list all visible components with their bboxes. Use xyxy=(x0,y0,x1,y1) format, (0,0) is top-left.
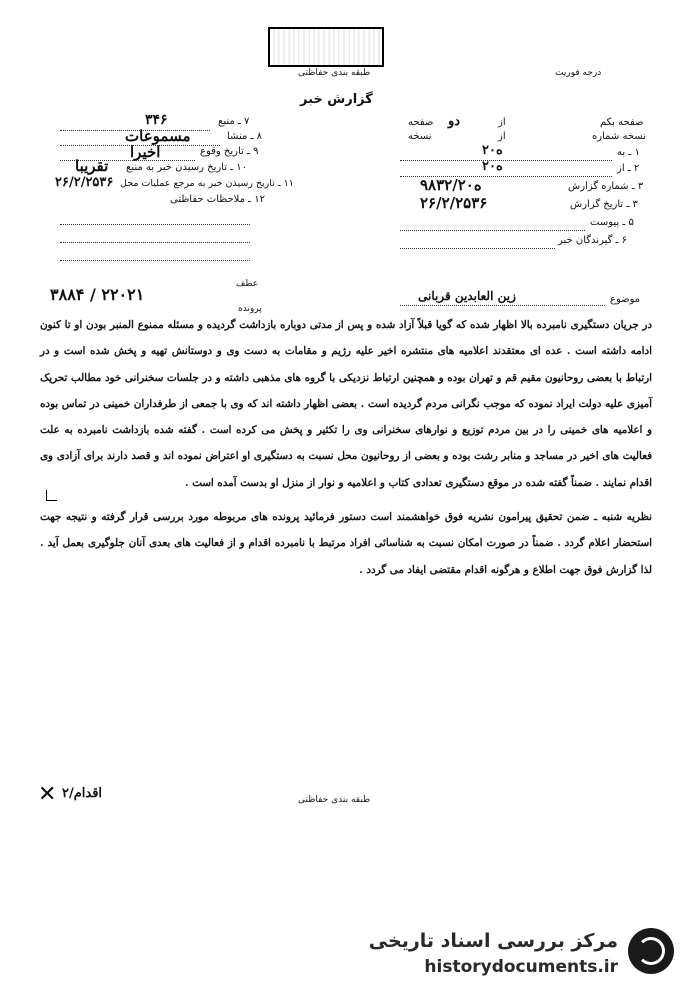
report-number-value: ۹۸۳۲/۲۰ه xyxy=(420,176,482,194)
attachment-label: ۵ ـ پیوست xyxy=(590,217,634,228)
report-date-label: ۳ ـ تاریخ گزارش xyxy=(570,199,638,210)
field-line xyxy=(60,242,250,243)
signature: اقدام/۲ xyxy=(62,786,103,801)
field-reach-ops-label: ۱۱ ـ تاریخ رسیدن خبر به مرجع عملیات محل xyxy=(120,178,294,189)
field-reach-source-label: ۱۰ ـ تاریخ رسیدن خبر به منبع xyxy=(126,162,248,173)
field-line xyxy=(400,305,605,306)
report-number-label: ۳ ـ شماره گزارش xyxy=(568,181,644,192)
report-body xyxy=(40,312,652,583)
sheet-total: صفحه xyxy=(408,117,434,128)
field-line xyxy=(60,260,250,261)
report-date-value: ۲۶/۲/۲۵۳۶ xyxy=(420,194,488,212)
report-type-title: گزارش خبر xyxy=(300,92,373,107)
field-occurrence-label: ۹ ـ تاریخ وقوع xyxy=(200,146,259,157)
sheet-of: از xyxy=(498,117,506,128)
field-source-label: ۷ ـ منبع xyxy=(218,116,250,127)
archive-logo-icon xyxy=(628,928,674,974)
watermark-site: historydocuments.ir xyxy=(424,957,618,977)
field-to-label: ۱ ـ به xyxy=(617,147,640,158)
body-paragraph: در جریان دستگیری نامبرده بالا اظهار شده که گویا قبلاً آزاد شده و پس از مدتی دوباره بازداشت گردیده و مسئله ممنوع المنبر بودن او تا کنون ادامه داشته است . عده ای معتقدند اعلامیه های منتشره اخیر علیه رژیم و مقامات به دست وی و دوستانش تهیه و پخش شده است و در ارتباط با بعضی روحانیون مقیم قم و تهران بوده و همچنین ارتباط نزدیکی با گروه های مذهبی داشته و در جلسات سخنرانی خود مطالب تحریک آمیزی علیه دولت ایراد نموده که موجب نگرانی مردم گردیده است . بعضی اظهار داشته اند که وی با جمعی از طرفداران خمینی در تماس بوده و اعلامیه های خمینی را در بین مردم توزیع و نوارهای سخنرانی وی را تکثیر و پخش می کرده است . گفته شده بازداشت نامبرده به علت فعالیت های اخیر در مساجد و منابر رشت بوده و بعضی از روحانیون محل نسبت به دستگیری او اعتراض نموده اند و قصد دارند برای آزادی وی اقدام نمایند . ضمناً گفته شده در موقع دستگیری تعدادی کتاب و اعلامیه و نوار از منزل او بدست آمده است . xyxy=(40,319,652,489)
sheet-label: صفحه بکم xyxy=(600,117,644,128)
classification-stamp xyxy=(268,27,384,67)
field-occurrence-value: اخیرا xyxy=(130,143,161,161)
footer-classification: طبقه بندی حفاظتی xyxy=(298,795,371,805)
field-reach-ops-value: ۲۶/۲/۲۵۳۶ xyxy=(55,175,114,190)
copy-total: نسخه xyxy=(408,131,432,142)
sheet-value: دو xyxy=(448,114,461,129)
file-label: پرونده xyxy=(238,304,262,314)
field-from-label: ۲ ـ از xyxy=(617,163,640,174)
body-paragraph: نظریه شنبه ـ ضمن تحقیق پیرامون نشریه فوق خواهشمند است دستور فرمائید پرونده های مربوطه مورد بررسی قرار گرفته و نتیجه جهت استحضار اعلام گردد . ضمناً در صورت امکان نسبت به شناسائی افراد مرتبط با نامبرده اقدام و از فعالیت های بعدی آنان جلوگیری بعمل آید . لذا گزارش فوق جهت اطلاع و هرگونه اقدام مقتضی ایفاد می گردد . xyxy=(40,511,652,576)
field-source-value: ۳۴۶ xyxy=(145,112,168,128)
classification-label: طبقه بندی حفاظتی xyxy=(298,68,371,78)
copy-of: از xyxy=(498,131,506,142)
field-line xyxy=(400,230,585,231)
priority-label: درجه فوریت xyxy=(555,68,602,78)
field-from-value: ۲۰ه xyxy=(482,159,503,174)
cross-mark-icon: ✕ xyxy=(38,782,57,807)
subject-label: موضوع xyxy=(610,294,641,305)
field-to-value: ۲۰ه xyxy=(482,143,503,158)
watermark-org: مرکز بررسی اسناد تاریخی xyxy=(368,930,618,952)
field-line xyxy=(400,160,612,161)
copy-label: نسخه شماره xyxy=(592,131,646,142)
field-line xyxy=(60,224,250,225)
field-origin-label: ۸ ـ منشا xyxy=(227,131,263,142)
margin-mark xyxy=(46,490,57,501)
file-number: ۳۸۸۴ / ۲۲۰۲۱ xyxy=(50,285,145,304)
field-line xyxy=(400,248,555,249)
field-security-notes-label: ۱۲ ـ ملاحظات حفاظتی xyxy=(170,194,265,205)
subject-value: زین العابدین قربانی xyxy=(418,289,516,303)
field-origin-value: مسموعات xyxy=(125,127,191,145)
field-reach-source-value: تقریبا xyxy=(75,157,109,175)
reference-note: عطف xyxy=(236,279,259,289)
recipients-label: ۶ ـ گیرندگان خبر xyxy=(558,235,628,246)
